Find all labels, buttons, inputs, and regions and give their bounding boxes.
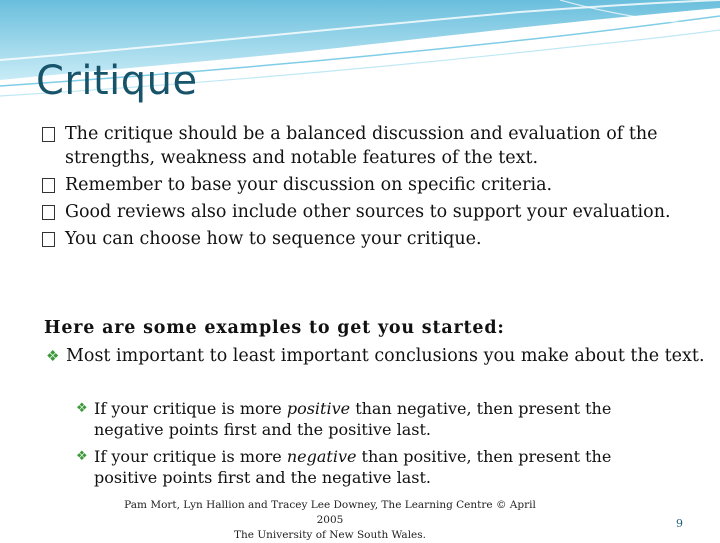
- diamond-bullet-icon: ❖: [76, 401, 88, 416]
- square-box-icon: [42, 232, 55, 247]
- sub-bullet-text-after: than negative, then present the negative points first and the positive last.: [94, 399, 612, 439]
- square-box-icon: [42, 127, 55, 142]
- bullet-text: The critique should be a balanced discussion and evaluation of the strengths, weakness and notable features of the text.: [65, 124, 658, 168]
- sub-bullet-text-after: than positive, then present the positive points first and the negative last.: [94, 447, 612, 487]
- diamond-bullet-icon: ❖: [46, 347, 60, 365]
- footer-credit: [120, 498, 540, 543]
- footer-line: The University of New South Wales.: [234, 529, 426, 541]
- bullet-item: [42, 227, 692, 251]
- bullet-item: [42, 200, 692, 224]
- bullet-text: Good reviews also include other sources to support your evaluation.: [65, 202, 671, 222]
- level1-text: Most important to least important conclusions you make about the text.: [66, 346, 705, 366]
- bullet-text: Remember to base your discussion on specific criteria.: [65, 175, 553, 195]
- footer-line: Pam Mort, Lyn Hallion and Tracey Lee Downey, The Learning Centre © April 2005: [124, 499, 536, 526]
- sub-bullet-emphasis: negative: [286, 447, 357, 466]
- slide-title: Critique: [36, 58, 198, 104]
- sub-bullet-item: [76, 398, 676, 440]
- sub-bullet-emphasis: positive: [286, 399, 351, 418]
- page-number: 9: [676, 517, 683, 530]
- bullet-text: You can choose how to sequence your critique.: [65, 229, 482, 249]
- examples-heading: Here are some examples to get you started:: [44, 318, 505, 338]
- bullet-item: [42, 173, 692, 197]
- level1-bullet: [46, 344, 706, 368]
- bullet-item: [42, 122, 692, 170]
- square-box-icon: [42, 178, 55, 193]
- sub-bullet-item: [76, 446, 676, 488]
- sub-bullet-text-before: If your critique is more: [94, 447, 287, 466]
- sub-bullet-list: [76, 398, 676, 494]
- square-box-icon: [42, 205, 55, 220]
- sub-bullet-text-before: If your critique is more: [94, 399, 287, 418]
- diamond-bullet-icon: ❖: [76, 449, 88, 464]
- bullet-list: [42, 122, 692, 254]
